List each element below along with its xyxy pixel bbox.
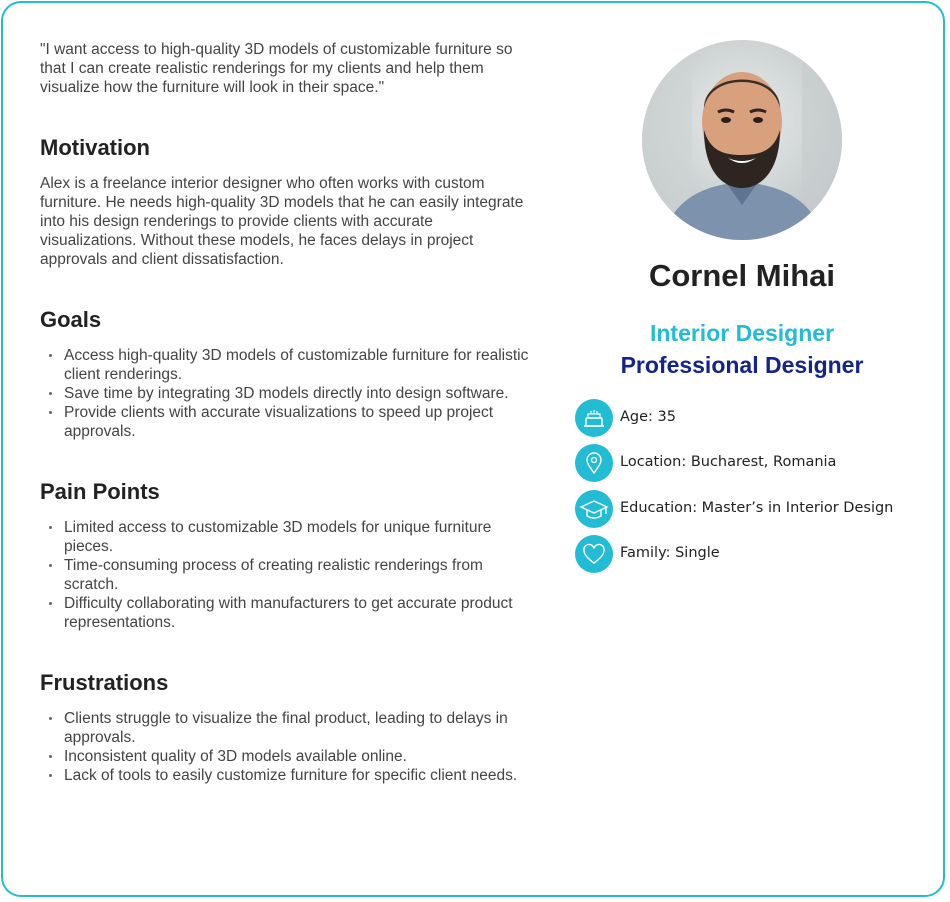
motivation-heading: Motivation xyxy=(40,135,150,160)
info-education-text: Education: Master’s in Interior Design xyxy=(620,500,894,516)
motivation-text: Alex is a freelance interior designer who often works with custom furniture. He needs high-quality 3D models that he can easily integrate into his design renderings to provide clients with accurate visualizations. Without these models, he faces delays in project approvals and client dissatisfaction. xyxy=(40,175,524,268)
list-item: Save time by integrating 3D models directly into design software. xyxy=(40,384,540,403)
avatar-photo xyxy=(642,40,842,240)
persona-name: Cornel Mihai xyxy=(648,258,835,293)
role-secondary: Professional Designer xyxy=(620,352,864,378)
list-item: Time-consuming process of creating realistic renderings from scratch. xyxy=(40,556,540,594)
cake-icon xyxy=(575,399,613,437)
heart-icon xyxy=(575,535,613,573)
pain-points-list xyxy=(40,518,540,632)
frustrations-heading: Frustrations xyxy=(40,670,169,695)
goals-heading: Goals xyxy=(40,307,102,332)
avatar xyxy=(642,40,842,240)
persona-details xyxy=(40,40,540,784)
list-item: Limited access to customizable 3D models for unique furniture pieces. xyxy=(40,518,540,556)
info-family xyxy=(575,535,935,573)
goals-list xyxy=(40,346,540,441)
list-item: Lack of tools to easily customize furniture for specific client needs. xyxy=(40,766,540,785)
list-item: Access high-quality 3D models of customizable furniture for realistic client renderings. xyxy=(40,346,540,384)
persona-quote: "I want access to high-quality 3D models of customizable furniture so that I can create realistic renderings for my clients and help them visualize how the furniture will look in their space." xyxy=(40,41,513,96)
pain-points-heading: Pain Points xyxy=(40,479,160,504)
info-education xyxy=(575,490,935,528)
list-item: Inconsistent quality of 3D models available online. xyxy=(40,747,540,766)
location-pin-icon xyxy=(575,444,613,482)
role-primary: Interior Designer xyxy=(649,320,835,346)
info-location-text: Location: Bucharest, Romania xyxy=(620,454,837,470)
info-location xyxy=(575,444,935,482)
info-age xyxy=(575,399,935,437)
frustrations-list xyxy=(40,709,540,785)
list-item: Clients struggle to visualize the final product, leading to delays in approvals. xyxy=(40,709,540,747)
list-item: Provide clients with accurate visualizations to speed up project approvals. xyxy=(40,403,540,441)
info-family-text: Family: Single xyxy=(620,545,720,561)
list-item: Difficulty collaborating with manufacturers to get accurate product representations. xyxy=(40,594,540,632)
info-age-text: Age: 35 xyxy=(620,409,676,425)
graduation-cap-icon xyxy=(575,490,613,528)
